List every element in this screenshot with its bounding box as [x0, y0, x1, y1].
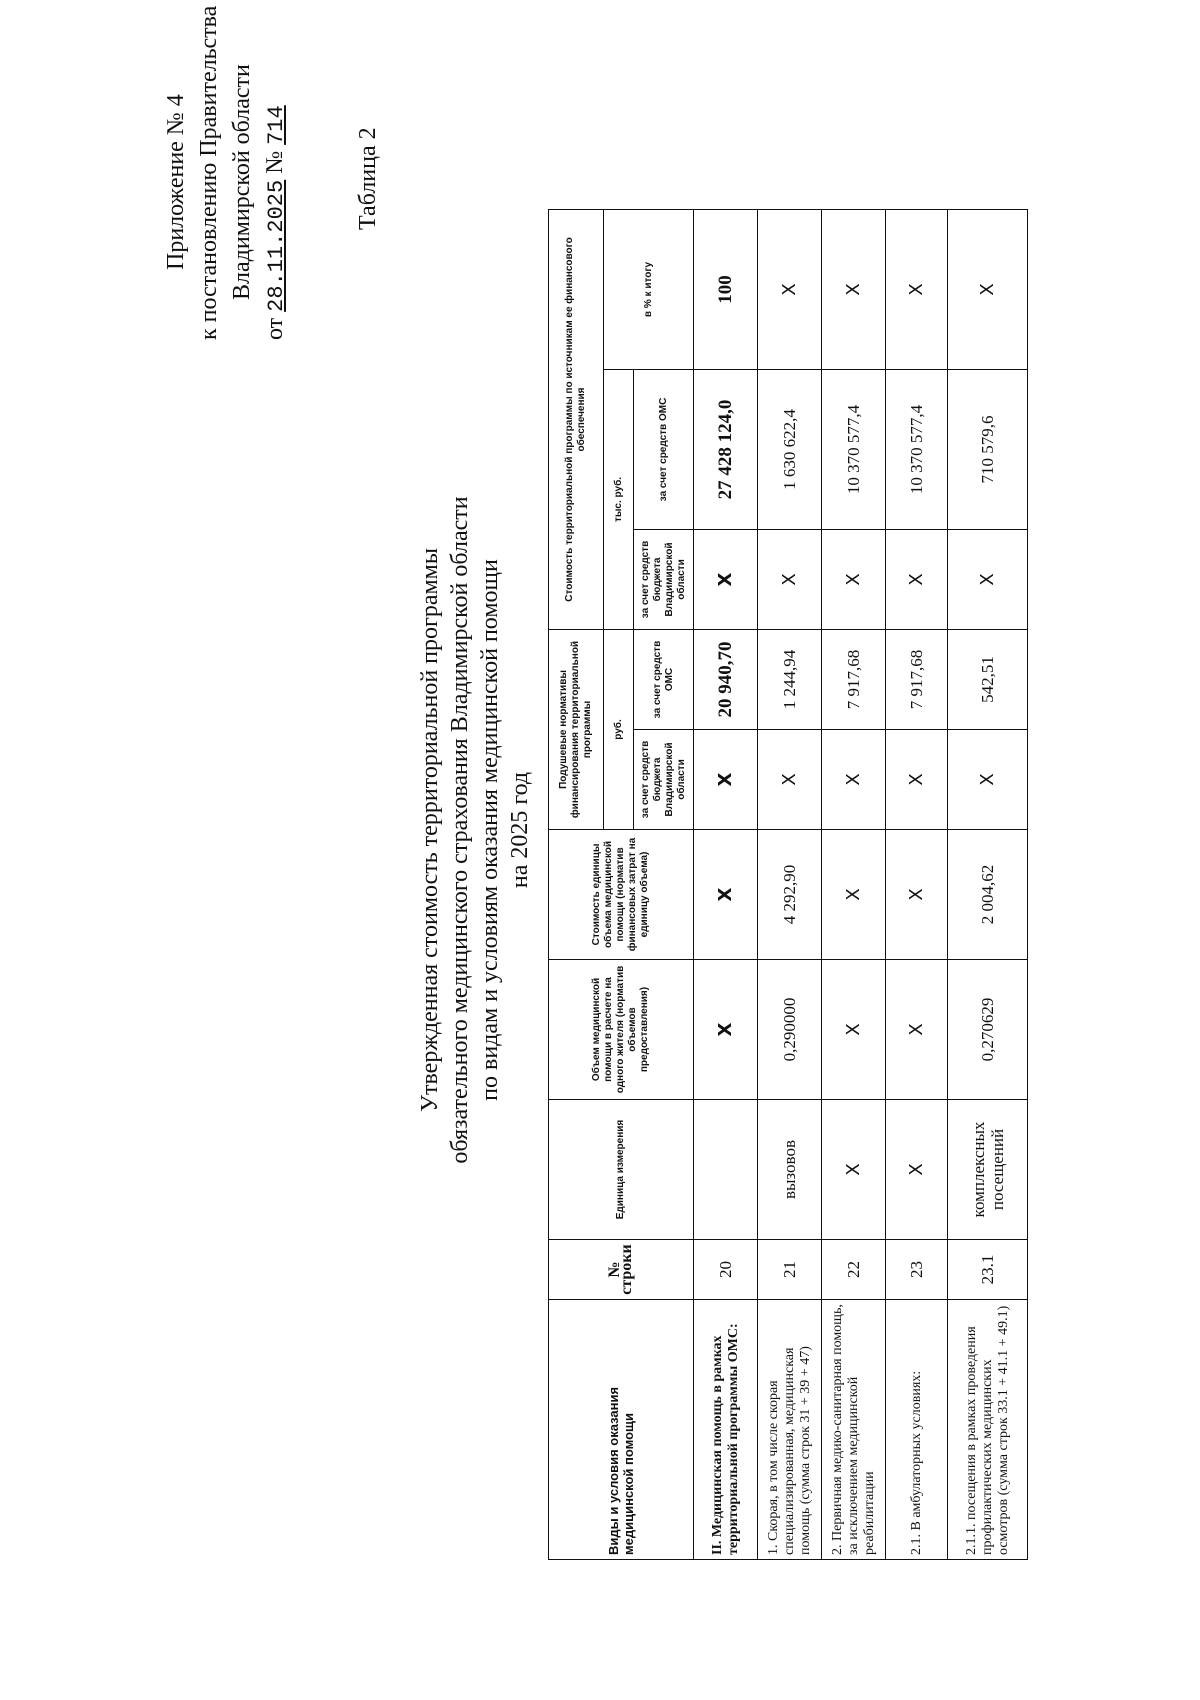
cell-budget-cost: X	[886, 529, 948, 629]
cell-kind: 2.1. В амбулаторных условиях:	[886, 1300, 948, 1560]
cell-unit: X	[822, 1100, 886, 1240]
cell-row-no: 23.1	[948, 1240, 1028, 1300]
cell-unit-cost: X	[886, 830, 948, 960]
header-unit-cost: Стоимость единицы объема медицинской помощи (норматив финансовых затрат на единицу объема)	[549, 830, 694, 960]
cell-oms-percap: 542,51	[948, 629, 1028, 729]
cell-oms-percap: 1 244,94	[758, 629, 822, 729]
header-per-capita-group: Подушевые нормативы финансирования территориальной программы	[549, 629, 604, 829]
cell-oms-cost: 1 630 622,4	[758, 369, 822, 529]
document-title	[415, 250, 535, 1410]
cell-unit-cost: 4 292,90	[758, 830, 822, 960]
table-row	[886, 209, 948, 1559]
cell-kind: 2. Первичная медико-санитарная помощь, за исключением медицинской реабилитации	[822, 1300, 886, 1560]
table-row	[948, 209, 1028, 1559]
cell-volume: 0,270629	[948, 960, 1028, 1100]
header-cost-group: Стоимость территориальной программы по источникам ее финансового обеспечения	[549, 209, 604, 629]
appendix-line-3: Владимирской области	[229, 64, 255, 300]
cell-budget-cost: X	[822, 529, 886, 629]
cell-oms-cost: 10 370 577,4	[822, 369, 886, 529]
cell-unit: вызовов	[758, 1100, 822, 1240]
header-row-no: № строки	[549, 1240, 694, 1300]
cell-oms-percap: 20 940,70	[694, 629, 758, 729]
header-oms-cost: за счет средств ОМС	[634, 369, 694, 529]
cell-percent: 100	[694, 209, 758, 369]
cell-percent: X	[758, 209, 822, 369]
cell-row-no: 23	[886, 1240, 948, 1300]
title-line-3: по видам и условиям оказания медицинской помощи	[477, 559, 503, 1101]
cell-unit-cost: X	[694, 830, 758, 960]
header-thous-rub: тыс. руб.	[604, 369, 634, 629]
cell-kind: 1. Скорая, в том числе скорая специализированная, медицинская помощь (сумма строк 31 + 39 + 47)	[758, 1300, 822, 1560]
cell-row-no: 20	[694, 1240, 758, 1300]
decree-number: 714	[264, 105, 289, 145]
cell-volume: X	[822, 960, 886, 1100]
table-row	[822, 209, 886, 1559]
appendix-line-2: к постановлению Правительства	[196, 5, 222, 340]
table-label: Таблица 2	[355, 127, 381, 230]
cell-budget: X	[886, 730, 948, 830]
appendix-block	[160, 0, 293, 340]
cell-kind: 2.1.1. посещения в рамках проведения профилактических медицинских осмотров (сумма строк 33.1 + 41.1 + 49.1)	[948, 1300, 1028, 1560]
cell-volume: 0,290000	[758, 960, 822, 1100]
cell-kind: II. Медицинская помощь в рамках территориальной программы ОМС:	[694, 1300, 758, 1560]
header-budget-cost: за счет средств бюджета Владимирской области	[634, 529, 694, 629]
cost-table	[548, 209, 1028, 1560]
number-prefix: №	[262, 150, 288, 174]
title-line-1: Утвержденная стоимость территориальной программы	[417, 548, 443, 1112]
header-rub: руб.	[604, 629, 634, 829]
cell-budget-cost: X	[948, 529, 1028, 629]
cell-unit	[694, 1100, 758, 1240]
title-line-4: на 2025 год	[507, 771, 533, 889]
cell-unit-cost: 2 004,62	[948, 830, 1028, 960]
cell-budget-cost: X	[758, 529, 822, 629]
cell-budget: X	[948, 730, 1028, 830]
header-unit: Единица измерения	[549, 1100, 694, 1240]
cell-oms-cost: 10 370 577,4	[886, 369, 948, 529]
appendix-line-1: Приложение № 4	[163, 94, 189, 270]
cell-percent: X	[886, 209, 948, 369]
table-row	[758, 209, 822, 1559]
cell-budget-cost: X	[694, 529, 758, 629]
header-budget: за счет средств бюджета Владимирской области	[634, 730, 694, 830]
cell-row-no: 22	[822, 1240, 886, 1300]
cell-unit: комплексных посещений	[948, 1100, 1028, 1240]
cell-oms-percap: 7 917,68	[886, 629, 948, 729]
header-percent: в % к итогу	[604, 209, 694, 369]
cell-oms-cost: 710 579,6	[948, 369, 1028, 529]
cell-volume: X	[886, 960, 948, 1100]
table-row	[694, 209, 758, 1559]
header-volume: Объем медицинской помощи в расчете на одного жителя (норматив объемов предоставления)	[549, 960, 694, 1100]
header-kind: Виды и условия оказания медицинской помощи	[549, 1300, 694, 1560]
cell-budget: X	[758, 730, 822, 830]
cell-unit-cost: X	[822, 830, 886, 960]
cell-oms-percap: 7 917,68	[822, 629, 886, 729]
cell-budget: X	[822, 730, 886, 830]
cell-unit: X	[886, 1100, 948, 1240]
cell-percent: X	[822, 209, 886, 369]
decree-date: 28.11.2025	[264, 179, 289, 312]
cell-volume: X	[694, 960, 758, 1100]
header-oms-percap: за счет средств ОМС	[634, 629, 694, 729]
cell-budget: X	[694, 730, 758, 830]
title-line-2: обязательного медицинского страхования Владимирской области	[447, 496, 473, 1164]
date-prefix: от	[262, 317, 288, 340]
cell-oms-cost: 27 428 124,0	[694, 369, 758, 529]
cell-row-no: 21	[758, 1240, 822, 1300]
cell-percent: X	[948, 209, 1028, 369]
appendix-date-line	[259, 0, 293, 340]
